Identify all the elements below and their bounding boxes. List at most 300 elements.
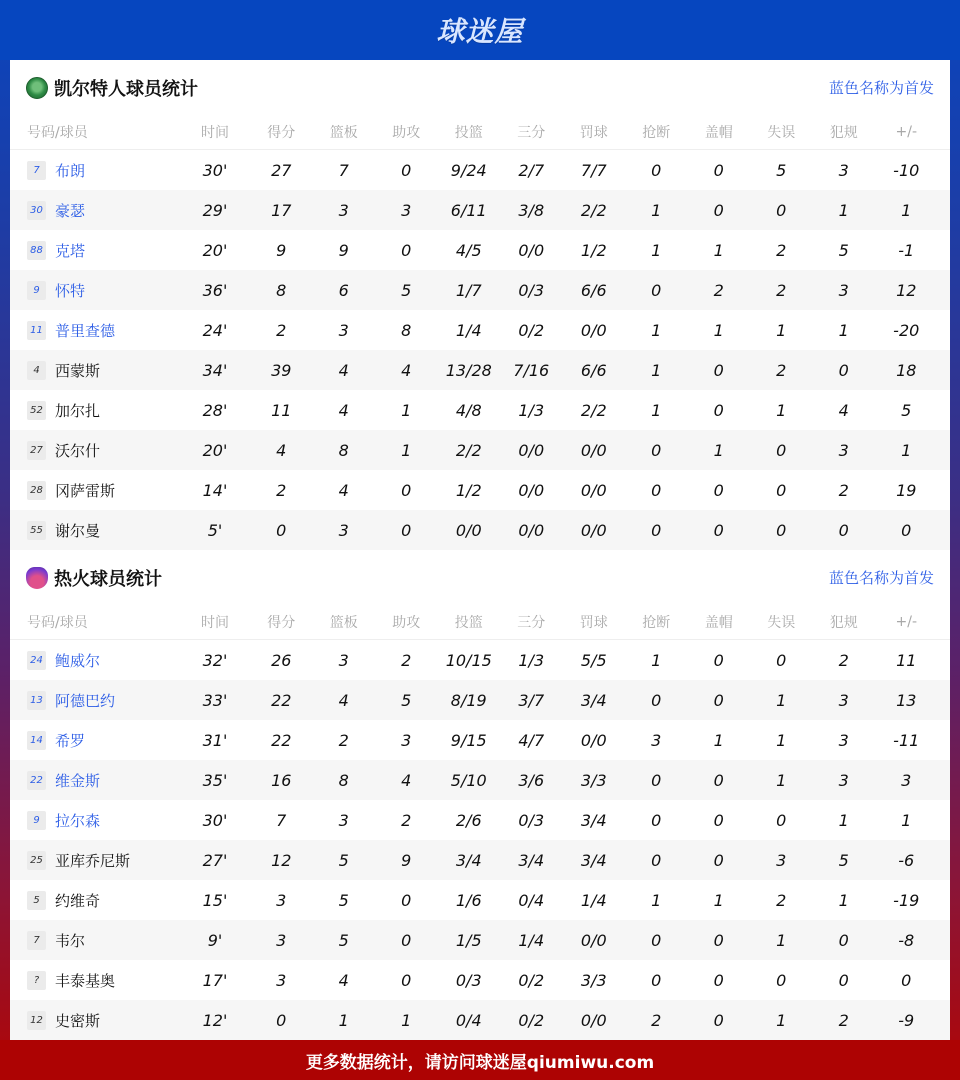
stat-rebounds: 4 bbox=[338, 480, 349, 500]
stat-fouls: 1 bbox=[838, 810, 849, 830]
stat-rebounds: 8 bbox=[338, 770, 349, 790]
player-name[interactable]: 加尔扎 bbox=[55, 401, 101, 420]
player-cell bbox=[10, 930, 180, 951]
stat-free-throws: 6/6 bbox=[580, 280, 607, 300]
player-cell bbox=[10, 280, 180, 301]
stat-steals: 1 bbox=[651, 890, 662, 910]
qiumiwu-logo: 球迷屋 bbox=[436, 15, 524, 48]
stat-steals: 0 bbox=[651, 930, 662, 950]
stat-assists: 2 bbox=[401, 810, 412, 830]
stat-three-pointers: 1/3 bbox=[518, 650, 545, 670]
stat-fouls: 3 bbox=[838, 280, 849, 300]
stat-three-pointers: 0/0 bbox=[518, 520, 545, 540]
stat-steals: 0 bbox=[651, 160, 662, 180]
stat-steals: 3 bbox=[651, 730, 662, 750]
jersey-number-icon: 9 bbox=[27, 281, 46, 300]
player-cell bbox=[10, 690, 180, 711]
stat-minutes: 30' bbox=[202, 810, 228, 830]
stat-blocks: 0 bbox=[713, 970, 724, 990]
jersey-number-icon: 7 bbox=[27, 161, 46, 180]
stat-steals: 0 bbox=[651, 690, 662, 710]
jersey-number-icon: 7 bbox=[27, 931, 46, 950]
player-row[interactable] bbox=[10, 840, 950, 880]
player-cell bbox=[10, 810, 180, 831]
stat-blocks: 0 bbox=[713, 650, 724, 670]
stat-plus-minus: 11 bbox=[896, 650, 917, 670]
stat-plus-minus: 12 bbox=[896, 280, 917, 300]
stat-rebounds: 4 bbox=[338, 360, 349, 380]
stat-blocks: 0 bbox=[713, 400, 724, 420]
player-row[interactable] bbox=[10, 190, 950, 230]
stat-steals: 1 bbox=[651, 650, 662, 670]
stat-turnovers: 1 bbox=[776, 930, 787, 950]
player-row[interactable] bbox=[10, 310, 950, 350]
player-row[interactable] bbox=[10, 640, 950, 680]
stat-fouls: 5 bbox=[838, 850, 849, 870]
column-header-row bbox=[10, 115, 950, 150]
stat-turnovers: 2 bbox=[776, 890, 787, 910]
stat-steals: 1 bbox=[651, 400, 662, 420]
player-name[interactable]: 韦尔 bbox=[55, 931, 86, 950]
stat-minutes: 24' bbox=[202, 320, 228, 340]
stat-assists: 0 bbox=[401, 240, 412, 260]
stat-plus-minus: 0 bbox=[901, 970, 912, 990]
column-header-turnovers: 失误 bbox=[767, 615, 796, 631]
stat-points: 16 bbox=[271, 770, 292, 790]
stat-assists: 0 bbox=[401, 970, 412, 990]
team-title: 凯尔特人球员统计 bbox=[54, 78, 198, 100]
stat-minutes: 28' bbox=[202, 400, 228, 420]
player-name[interactable]: 阿德巴约 bbox=[55, 691, 116, 710]
stat-plus-minus: 3 bbox=[901, 770, 912, 790]
player-name[interactable]: 约维奇 bbox=[55, 891, 101, 910]
player-name[interactable]: 克塔 bbox=[55, 241, 86, 260]
stat-plus-minus: 1 bbox=[901, 440, 912, 460]
jersey-number-icon: 22 bbox=[27, 771, 46, 790]
stat-three-pointers: 0/0 bbox=[518, 480, 545, 500]
stat-plus-minus: -9 bbox=[898, 1010, 915, 1030]
stat-field-goals: 5/10 bbox=[450, 770, 487, 790]
stat-minutes: 17' bbox=[202, 970, 228, 990]
stat-assists: 2 bbox=[401, 650, 412, 670]
jersey-number-icon: 27 bbox=[27, 441, 46, 460]
column-header-player: 号码/球员 bbox=[27, 615, 88, 631]
stat-field-goals: 2/2 bbox=[455, 440, 482, 460]
column-header-points: 得分 bbox=[267, 125, 296, 141]
column-header-free-throws: 罚球 bbox=[579, 125, 608, 141]
stat-blocks: 0 bbox=[713, 160, 724, 180]
jersey-number-icon: 5 bbox=[27, 891, 46, 910]
jersey-number-icon: 12 bbox=[27, 1011, 46, 1030]
jersey-number-icon: 28 bbox=[27, 481, 46, 500]
stat-three-pointers: 3/7 bbox=[518, 690, 545, 710]
stat-free-throws: 1/4 bbox=[580, 890, 607, 910]
stat-free-throws: 3/3 bbox=[580, 770, 607, 790]
player-name[interactable]: 豪瑟 bbox=[55, 201, 86, 220]
stat-points: 17 bbox=[271, 200, 292, 220]
stat-free-throws: 2/2 bbox=[580, 400, 607, 420]
footer-link-text[interactable]: 更多数据统计，请访问球迷屋qiumiwu.com bbox=[305, 1052, 655, 1073]
stat-rebounds: 4 bbox=[338, 970, 349, 990]
stat-steals: 2 bbox=[651, 1010, 662, 1030]
stat-rebounds: 7 bbox=[338, 160, 349, 180]
player-row[interactable] bbox=[10, 720, 950, 760]
stat-rebounds: 5 bbox=[338, 930, 349, 950]
player-row[interactable] bbox=[10, 430, 950, 470]
column-header-three-pointers: 三分 bbox=[517, 615, 546, 631]
stat-minutes: 5' bbox=[207, 520, 223, 540]
stat-fouls: 3 bbox=[838, 690, 849, 710]
stat-rebounds: 4 bbox=[338, 690, 349, 710]
stat-plus-minus: 0 bbox=[901, 520, 912, 540]
team-header bbox=[10, 60, 950, 115]
stat-blocks: 0 bbox=[713, 1010, 724, 1030]
column-header-plus-minus: +/- bbox=[895, 124, 917, 140]
column-header-assists: 助攻 bbox=[392, 125, 421, 141]
stat-free-throws: 2/2 bbox=[580, 200, 607, 220]
stat-rebounds: 3 bbox=[338, 650, 349, 670]
column-header-blocks: 盖帽 bbox=[704, 125, 733, 141]
stat-free-throws: 0/0 bbox=[580, 440, 607, 460]
column-header-turnovers: 失误 bbox=[767, 125, 796, 141]
stat-three-pointers: 3/6 bbox=[518, 770, 545, 790]
stat-turnovers: 5 bbox=[776, 160, 787, 180]
stat-rebounds: 2 bbox=[338, 730, 349, 750]
column-header-three-pointers: 三分 bbox=[517, 125, 546, 141]
player-row[interactable] bbox=[10, 270, 950, 310]
player-row[interactable] bbox=[10, 1000, 950, 1040]
stat-minutes: 15' bbox=[202, 890, 228, 910]
player-row[interactable] bbox=[10, 800, 950, 840]
stat-assists: 0 bbox=[401, 480, 412, 500]
stat-minutes: 29' bbox=[202, 200, 228, 220]
stat-field-goals: 3/4 bbox=[455, 850, 482, 870]
stat-three-pointers: 0/2 bbox=[518, 970, 545, 990]
stat-field-goals: 0/3 bbox=[455, 970, 482, 990]
player-cell bbox=[10, 240, 180, 261]
player-name[interactable]: 希罗 bbox=[55, 731, 86, 750]
stat-turnovers: 0 bbox=[776, 520, 787, 540]
player-row[interactable] bbox=[10, 510, 950, 550]
stat-steals: 0 bbox=[651, 440, 662, 460]
column-header-assists: 助攻 bbox=[392, 615, 421, 631]
stat-points: 9 bbox=[276, 240, 287, 260]
stat-steals: 1 bbox=[651, 200, 662, 220]
column-header-blocks: 盖帽 bbox=[704, 615, 733, 631]
player-cell bbox=[10, 360, 180, 381]
stat-plus-minus: -19 bbox=[893, 890, 920, 910]
stat-field-goals: 13/28 bbox=[445, 360, 492, 380]
stat-turnovers: 2 bbox=[776, 280, 787, 300]
stat-turnovers: 1 bbox=[776, 690, 787, 710]
player-name[interactable]: 亚库乔尼斯 bbox=[55, 851, 131, 870]
stat-plus-minus: 18 bbox=[896, 360, 917, 380]
stat-three-pointers: 7/16 bbox=[513, 360, 550, 380]
column-header-steals: 抢断 bbox=[642, 615, 671, 631]
player-row[interactable] bbox=[10, 880, 950, 920]
column-header-rebounds: 篮板 bbox=[329, 615, 358, 631]
player-name[interactable]: 普里查德 bbox=[55, 321, 116, 340]
stat-free-throws: 3/4 bbox=[580, 850, 607, 870]
stat-points: 3 bbox=[276, 970, 287, 990]
stat-rebounds: 3 bbox=[338, 200, 349, 220]
stat-free-throws: 7/7 bbox=[580, 160, 607, 180]
stat-blocks: 1 bbox=[713, 730, 724, 750]
player-row[interactable] bbox=[10, 230, 950, 270]
stat-fouls: 0 bbox=[838, 360, 849, 380]
stat-steals: 0 bbox=[651, 850, 662, 870]
jersey-number-icon: 88 bbox=[27, 241, 46, 260]
stat-rebounds: 5 bbox=[338, 850, 349, 870]
stat-blocks: 0 bbox=[713, 770, 724, 790]
player-cell bbox=[10, 890, 180, 911]
column-header-minutes: 时间 bbox=[201, 615, 229, 631]
stat-three-pointers: 4/7 bbox=[518, 730, 545, 750]
column-header-field-goals: 投篮 bbox=[454, 125, 483, 141]
stat-blocks: 0 bbox=[713, 480, 724, 500]
team-title-wrap bbox=[26, 565, 162, 591]
stat-minutes: 9' bbox=[207, 930, 223, 950]
player-row[interactable] bbox=[10, 150, 950, 190]
stat-fouls: 2 bbox=[838, 650, 849, 670]
jersey-number-icon: 30 bbox=[27, 201, 46, 220]
stat-field-goals: 6/11 bbox=[450, 200, 487, 220]
stat-free-throws: 3/4 bbox=[580, 690, 607, 710]
player-cell bbox=[10, 200, 180, 221]
stat-points: 22 bbox=[271, 690, 292, 710]
player-name[interactable]: 怀特 bbox=[55, 281, 86, 300]
stat-blocks: 0 bbox=[713, 850, 724, 870]
player-name[interactable]: 丰泰基奥 bbox=[55, 971, 116, 990]
stat-plus-minus: -10 bbox=[893, 160, 920, 180]
stat-fouls: 1 bbox=[838, 890, 849, 910]
stat-blocks: 0 bbox=[713, 200, 724, 220]
stat-fouls: 0 bbox=[838, 520, 849, 540]
stat-minutes: 34' bbox=[202, 360, 228, 380]
stat-fouls: 4 bbox=[838, 400, 849, 420]
heat-logo-icon bbox=[26, 567, 48, 589]
stat-minutes: 33' bbox=[202, 690, 228, 710]
stat-blocks: 1 bbox=[713, 320, 724, 340]
stat-assists: 3 bbox=[401, 730, 412, 750]
stat-minutes: 31' bbox=[202, 730, 228, 750]
player-cell bbox=[10, 440, 180, 461]
stat-assists: 4 bbox=[401, 360, 412, 380]
stat-turnovers: 1 bbox=[776, 320, 787, 340]
stat-turnovers: 1 bbox=[776, 770, 787, 790]
stat-assists: 1 bbox=[401, 400, 412, 420]
player-cell bbox=[10, 520, 180, 541]
stat-turnovers: 1 bbox=[776, 730, 787, 750]
stat-plus-minus: 5 bbox=[901, 400, 912, 420]
player-name[interactable]: 布朗 bbox=[55, 161, 86, 180]
jersey-number-icon: 13 bbox=[27, 691, 46, 710]
player-row[interactable] bbox=[10, 350, 950, 390]
stat-turnovers: 0 bbox=[776, 200, 787, 220]
stat-steals: 0 bbox=[651, 770, 662, 790]
stat-blocks: 1 bbox=[713, 240, 724, 260]
celtics-logo-icon bbox=[26, 77, 48, 99]
stat-rebounds: 8 bbox=[338, 440, 349, 460]
stat-three-pointers: 0/2 bbox=[518, 320, 545, 340]
jersey-number-icon: 9 bbox=[27, 811, 46, 830]
stat-three-pointers: 3/4 bbox=[518, 850, 545, 870]
stat-points: 4 bbox=[276, 440, 287, 460]
stat-assists: 0 bbox=[401, 890, 412, 910]
player-cell bbox=[10, 970, 180, 991]
stat-turnovers: 0 bbox=[776, 650, 787, 670]
jersey-number-icon: 52 bbox=[27, 401, 46, 420]
stat-three-pointers: 3/8 bbox=[518, 200, 545, 220]
player-row[interactable] bbox=[10, 760, 950, 800]
team-title-wrap bbox=[26, 75, 198, 101]
column-header-fouls: 犯规 bbox=[829, 125, 858, 141]
stat-plus-minus: -6 bbox=[898, 850, 915, 870]
player-row[interactable] bbox=[10, 960, 950, 1000]
stat-free-throws: 0/0 bbox=[580, 480, 607, 500]
stat-three-pointers: 0/2 bbox=[518, 1010, 545, 1030]
stat-steals: 0 bbox=[651, 970, 662, 990]
column-header-rebounds: 篮板 bbox=[329, 125, 358, 141]
jersey-number-icon: 11 bbox=[27, 321, 46, 340]
stat-points: 2 bbox=[276, 480, 287, 500]
stat-points: 7 bbox=[276, 810, 287, 830]
stat-minutes: 32' bbox=[202, 650, 228, 670]
stat-points: 3 bbox=[276, 930, 287, 950]
stat-field-goals: 1/2 bbox=[455, 480, 482, 500]
team-section-0 bbox=[10, 60, 950, 550]
column-header-plus-minus: +/- bbox=[895, 614, 917, 630]
stat-fouls: 3 bbox=[838, 160, 849, 180]
stat-blocks: 2 bbox=[713, 280, 724, 300]
stat-fouls: 3 bbox=[838, 770, 849, 790]
stat-free-throws: 0/0 bbox=[580, 730, 607, 750]
stat-field-goals: 4/8 bbox=[455, 400, 482, 420]
stat-rebounds: 3 bbox=[338, 320, 349, 340]
stat-field-goals: 1/4 bbox=[455, 320, 482, 340]
stat-field-goals: 0/4 bbox=[455, 1010, 482, 1030]
player-name[interactable]: 鲍威尔 bbox=[55, 651, 101, 670]
stat-rebounds: 6 bbox=[338, 280, 349, 300]
stat-points: 3 bbox=[276, 890, 287, 910]
stat-assists: 5 bbox=[401, 280, 412, 300]
stat-assists: 9 bbox=[401, 850, 412, 870]
stat-assists: 0 bbox=[401, 520, 412, 540]
column-header-steals: 抢断 bbox=[642, 125, 671, 141]
stat-field-goals: 4/5 bbox=[455, 240, 482, 260]
stat-blocks: 1 bbox=[713, 890, 724, 910]
player-cell bbox=[10, 160, 180, 181]
stat-assists: 3 bbox=[401, 200, 412, 220]
stat-turnovers: 2 bbox=[776, 360, 787, 380]
stat-minutes: 14' bbox=[202, 480, 228, 500]
player-name[interactable]: 西蒙斯 bbox=[55, 361, 101, 380]
player-name[interactable]: 沃尔什 bbox=[55, 441, 101, 460]
stat-assists: 0 bbox=[401, 160, 412, 180]
stat-plus-minus: 13 bbox=[896, 690, 917, 710]
stat-minutes: 12' bbox=[202, 1010, 228, 1030]
stat-fouls: 5 bbox=[838, 240, 849, 260]
stat-plus-minus: -8 bbox=[898, 930, 915, 950]
stat-assists: 1 bbox=[401, 440, 412, 460]
jersey-number-icon: 14 bbox=[27, 731, 46, 750]
player-row[interactable] bbox=[10, 390, 950, 430]
stat-free-throws: 5/5 bbox=[580, 650, 607, 670]
team-header bbox=[10, 550, 950, 605]
stat-field-goals: 9/24 bbox=[450, 160, 487, 180]
stat-rebounds: 1 bbox=[338, 1010, 349, 1030]
stat-points: 39 bbox=[271, 360, 292, 380]
stat-minutes: 36' bbox=[202, 280, 228, 300]
stat-assists: 0 bbox=[401, 930, 412, 950]
stat-rebounds: 3 bbox=[338, 520, 349, 540]
player-row[interactable] bbox=[10, 680, 950, 720]
stat-blocks: 0 bbox=[713, 810, 724, 830]
stat-fouls: 0 bbox=[838, 970, 849, 990]
top-banner bbox=[0, 0, 960, 60]
stat-minutes: 30' bbox=[202, 160, 228, 180]
stat-fouls: 3 bbox=[838, 440, 849, 460]
footer-banner[interactable] bbox=[0, 1040, 960, 1080]
stat-points: 26 bbox=[271, 650, 292, 670]
column-header-points: 得分 bbox=[267, 615, 296, 631]
stat-assists: 4 bbox=[401, 770, 412, 790]
jersey-number-icon: 55 bbox=[27, 521, 46, 540]
player-name[interactable]: 谢尔曼 bbox=[55, 521, 101, 540]
stat-three-pointers: 1/3 bbox=[518, 400, 545, 420]
stat-turnovers: 1 bbox=[776, 400, 787, 420]
stats-card bbox=[10, 60, 950, 1040]
stat-plus-minus: -20 bbox=[893, 320, 920, 340]
stat-steals: 1 bbox=[651, 360, 662, 380]
stat-steals: 1 bbox=[651, 320, 662, 340]
column-header-row bbox=[10, 605, 950, 640]
stat-field-goals: 1/6 bbox=[455, 890, 482, 910]
stat-field-goals: 8/19 bbox=[450, 690, 487, 710]
player-row[interactable] bbox=[10, 920, 950, 960]
stat-rebounds: 3 bbox=[338, 810, 349, 830]
stat-field-goals: 9/15 bbox=[450, 730, 487, 750]
stat-blocks: 0 bbox=[713, 520, 724, 540]
starter-legend: 蓝色名称为首发 bbox=[828, 569, 934, 587]
stat-fouls: 3 bbox=[838, 730, 849, 750]
stat-points: 0 bbox=[276, 1010, 287, 1030]
player-name[interactable]: 冈萨雷斯 bbox=[55, 481, 116, 500]
stat-free-throws: 0/0 bbox=[580, 520, 607, 540]
stat-rebounds: 5 bbox=[338, 890, 349, 910]
column-header-field-goals: 投篮 bbox=[454, 615, 483, 631]
column-header-fouls: 犯规 bbox=[829, 615, 858, 631]
stat-free-throws: 0/0 bbox=[580, 930, 607, 950]
stat-steals: 0 bbox=[651, 520, 662, 540]
player-row[interactable] bbox=[10, 470, 950, 510]
stat-points: 2 bbox=[276, 320, 287, 340]
stat-fouls: 1 bbox=[838, 320, 849, 340]
stat-plus-minus: -11 bbox=[893, 730, 920, 750]
player-name[interactable]: 维金斯 bbox=[55, 771, 101, 790]
jersey-number-icon: ? bbox=[27, 971, 46, 990]
stat-turnovers: 0 bbox=[776, 440, 787, 460]
player-cell bbox=[10, 770, 180, 791]
stat-steals: 0 bbox=[651, 480, 662, 500]
jersey-number-icon: 24 bbox=[27, 651, 46, 670]
stat-fouls: 2 bbox=[838, 1010, 849, 1030]
stat-three-pointers: 0/4 bbox=[518, 890, 545, 910]
stat-points: 8 bbox=[276, 280, 287, 300]
stat-blocks: 0 bbox=[713, 930, 724, 950]
player-name[interactable]: 拉尔森 bbox=[55, 811, 101, 830]
player-name[interactable]: 史密斯 bbox=[55, 1011, 101, 1030]
